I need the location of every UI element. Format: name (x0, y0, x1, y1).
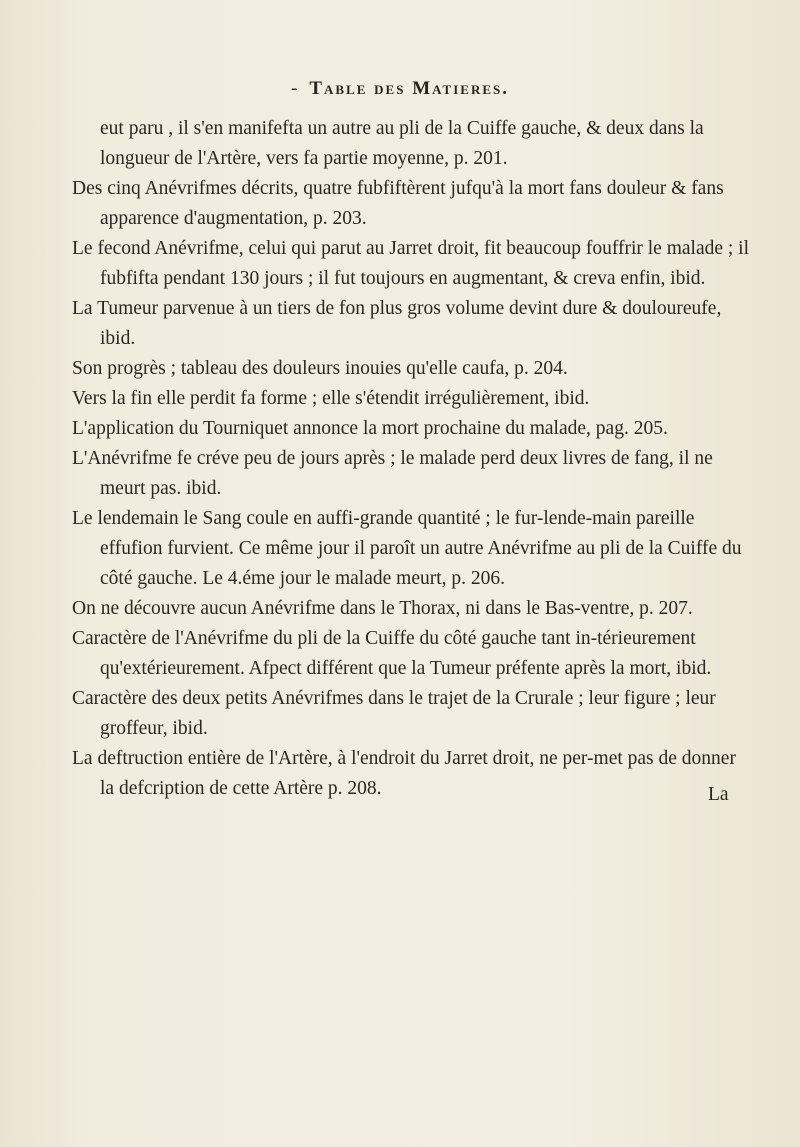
index-entry: L'application du Tourniquet annonce la mort prochaine du malade, pag. 205. (72, 418, 668, 439)
index-entry: Des cinq Anévrifmes décrits, quatre fubfiftèrent jufqu'à la mort fans douleur & fans apparence d'augmentation, p. 203. (72, 178, 724, 229)
index-entries (72, 114, 750, 804)
running-header (0, 78, 800, 100)
index-entry: Le fecond Anévrifme, celui qui parut au Jarret droit, fit beaucoup fouffrir le malade ; il fubfifta pendant 130 jours ; il fut toujours en augmentant, & creva enfin, ibid. (72, 238, 750, 289)
index-entry: La Tumeur parvenue à un tiers de fon plus gros volume devint dure & douloureufe, ibid. (72, 298, 722, 349)
index-entry: Son progrès ; tableau des douleurs inouies qu'elle caufa, p. 204. (72, 358, 568, 379)
header-dash: - (291, 78, 300, 99)
header-title: Table des Matieres. (309, 78, 509, 99)
index-entry: L'Anévrifme fe créve peu de jours après ; le malade perd deux livres de fang, il ne meurt pas. ibid. (72, 448, 713, 499)
index-entry: Caractère de l'Anévrifme du pli de la Cuiffe du côté gauche tant in-térieurement qu'extérieurement. Afpect différent que la Tumeur préfente après la mort, ibid. (72, 628, 712, 679)
catchword: La (708, 784, 729, 805)
index-entry: Caractère des deux petits Anévrifmes dans le trajet de la Crurale ; leur figure ; leur groffeur, ibid. (72, 688, 716, 739)
index-entry: Le lendemain le Sang coule en auffi-grande quantité ; le fur-lende-main pareille effufion furvient. Ce même jour il paroît un autre Anévrifme au pli de la Cuiffe du côté gauche. Le 4.éme jour le malade meurt, p. 206. (72, 508, 742, 589)
index-entry: La deftruction entière de l'Artère, à l'endroit du Jarret droit, ne per-met pas de donner la defcription de cette Artère p. 208. (72, 748, 736, 799)
index-entry: On ne découvre aucun Anévrifme dans le Thorax, ni dans le Bas-ventre, p. 207. (72, 598, 693, 619)
index-entry: eut paru , il s'en manifefta un autre au pli de la Cuiffe gauche, & deux dans la longueur de l'Artère, vers fa partie moyenne, p. 201. (100, 118, 704, 169)
index-entry: Vers la fin elle perdit fa forme ; elle s'étendit irrégulièrement, ibid. (72, 388, 590, 409)
